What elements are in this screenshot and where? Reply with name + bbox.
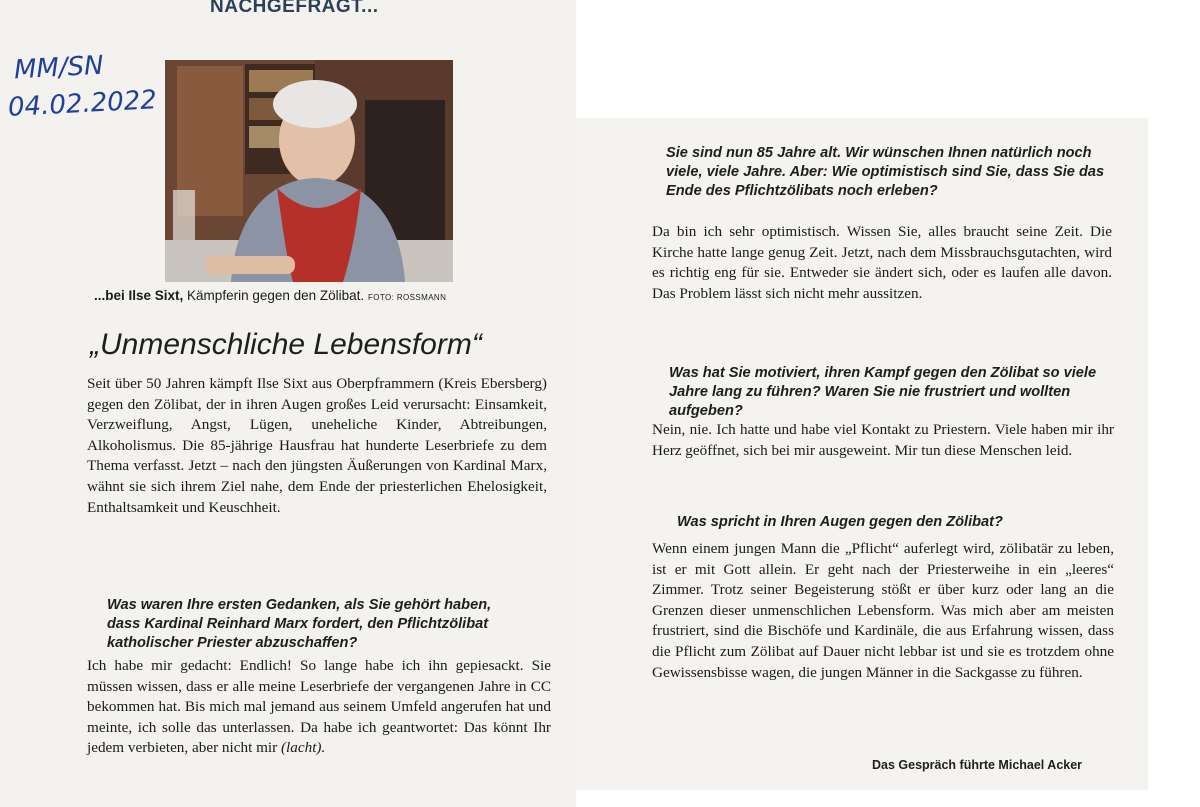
caption-lead: ...bei Ilse Sixt,: [94, 288, 184, 303]
intro-paragraph: Seit über 50 Jahren kämpft Ilse Sixt aus Oberpframmern (Kreis Ebersberg) gegen den Zölibat, der in ihren Augen großes Leid verursacht: Einsamkeit, Verzweiflung, Angst, Lügen, uneheliche Kinder, Abtreibungen, Alkoholismus. Die 85-jährige Hausfrau hat hunderte Leserbriefe zu dem Thema verfasst. Jetzt – nach den jüngsten Äußerungen von Kardinal Marx, wähnt sie sich ihrem Ziel nahe, dem Ende der priesterlichen Ehelosigkeit, Enthaltsamkeit und Keuschheit.: [87, 375, 547, 516]
photo-credit: FOTO: ROSSMANN: [367, 293, 447, 302]
caption-text: Kämpferin gegen den Zölibat.: [183, 288, 365, 303]
question-1: Was waren Ihre ersten Gedanken, als Sie gehört haben, dass Kardinal Reinhard Marx fordert, den Pflichtzölibat katholischer Priester abzuschaffen?: [107, 597, 492, 651]
answer-1-aside: (lacht).: [280, 739, 326, 757]
interviewer-credit: Das Gespräch führte Michael Acker: [872, 758, 1083, 772]
portrait-illustration: [165, 60, 453, 282]
photo-caption: [94, 288, 446, 303]
headline: „Unmenschliche Lebensform“: [90, 328, 482, 361]
question-2: Sie sind nun 85 Jahre alt. Wir wünschen Ihnen natürlich noch viele, viele Jahre. Aber: Wie optimistisch sind Sie, dass Sie das Ende des Pflichtzölibats noch erleben?: [666, 145, 1105, 199]
question-3: Was hat Sie motiviert, ihren Kampf gegen den Zölibat so viele Jahre lang zu führen? Waren Sie nie frustriert und wollten aufgeben?: [669, 365, 1097, 419]
bleed-through-text: [440, 0, 576, 330]
portrait-photo: [165, 60, 453, 282]
question-4: Was spricht in Ihren Augen gegen den Zölibat?: [677, 514, 1003, 530]
answer-2: Da bin ich sehr optimistisch. Wissen Sie, alles braucht seine Zeit. Die Kirche hatte lange genug Zeit. Jetzt, nach dem Missbrauchsgutachten, wird es richtig eng für sie. Entweder sie ändert sich, oder es laufen alle davon. Das Problem lässt sich nicht mehr aussitzen.: [652, 223, 1112, 302]
answer-1-text: Ich habe mir gedacht: Endlich! So lange habe ich ihn gepiesackt. Sie müssen wissen, dass er alle meine Leserbriefe der vergangenen Jahre in CC bekommen hat. Bis mich mal jemand aus seinem Umfeld angerufen hat und meinte, ich solle das unterlassen. Da habe ich geantwortet: Das könnt Ihr jedem verbieten, aber nicht mir: [87, 657, 551, 757]
handwritten-initials: MM/SN: [13, 50, 105, 86]
section-title: NACHGEFRAGT...: [210, 0, 379, 17]
handwritten-date: 04.02.2022: [7, 85, 158, 123]
answer-3: Nein, nie. Ich hatte und habe viel Kontakt zu Priestern. Viele haben mir ihr Herz geöffnet, sich bei mir ausgeweint. Mir tun diese Menschen leid.: [652, 421, 1114, 459]
answer-4: Wenn einem jungen Mann die „Pflicht“ auferlegt wird, zölibatär zu leben, ist er mit Gott allein. Er geht nach der Priesterweihe in ein „leeres“ Zimmer. Trotz seiner Begeisterung stößt er über kurz oder lang an die Grenzen dieser unmenschlichen Lebensform. Was mich aber am meisten frustriert, sind die Bischöfe und Kardinäle, die aus Erfahrung wissen, dass die Pflicht zum Zölibat auf Dauer nicht lebbar ist und sie es trotzdem ohne Gewissensbisse wagen, die jungen Männer in die Sackgasse zu führen.: [652, 540, 1114, 681]
answer-1: [87, 656, 551, 759]
